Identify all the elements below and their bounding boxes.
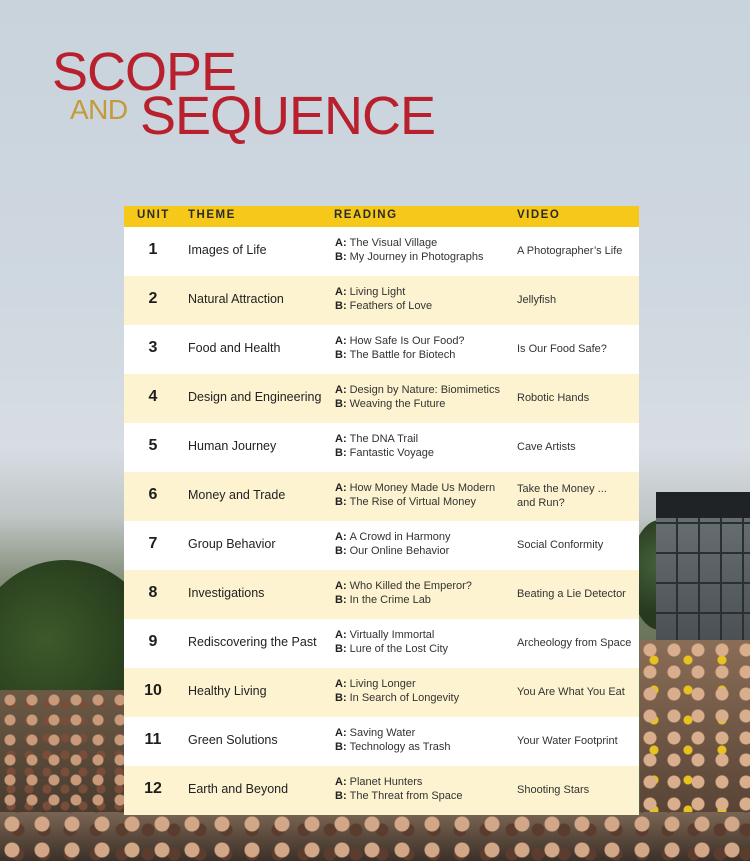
reading-titles [335, 530, 450, 558]
theme-name: Rediscovering the Past [188, 635, 317, 649]
reading-prefix: B: [335, 300, 347, 312]
reading-b [335, 691, 459, 705]
unit-number: 10 [144, 682, 162, 699]
table-row [124, 374, 639, 423]
video-title [517, 391, 589, 405]
video-line: Shooting Stars [517, 784, 590, 796]
reading-titles [335, 334, 465, 362]
video-line: Robotic Hands [517, 392, 590, 404]
unit-number: 1 [148, 241, 158, 258]
reading-titles [335, 285, 432, 313]
reading-prefix: A: [335, 237, 347, 249]
reading-title: Living Longer [349, 678, 416, 690]
reading-a [335, 285, 432, 299]
reading-prefix: A: [335, 678, 347, 690]
video-line: Take the Money ... [517, 483, 607, 495]
video-line: Jellyfish [517, 294, 557, 306]
video-title [517, 293, 556, 307]
reading-prefix: A: [335, 384, 347, 396]
reading-title: Fantastic Voyage [349, 447, 434, 459]
reading-title: Technology as Trash [349, 741, 451, 753]
reading-a [335, 726, 451, 740]
reading-prefix: B: [335, 447, 347, 459]
reading-b [335, 593, 472, 607]
video-title [517, 342, 607, 356]
reading-prefix: A: [335, 335, 347, 347]
reading-title: The Rise of Virtual Money [349, 496, 476, 508]
reading-title: Planet Hunters [349, 776, 423, 788]
video-line: Beating a Lie Detector [517, 588, 626, 600]
reading-title: The Threat from Space [349, 790, 463, 802]
reading-title: Living Light [349, 286, 406, 298]
reading-title: The Visual Village [349, 237, 438, 249]
video-line: Is Our Food Safe? [517, 343, 607, 355]
reading-title: A Crowd in Harmony [349, 531, 451, 543]
reading-prefix: A: [335, 580, 347, 592]
video-title [517, 244, 622, 258]
theme-name: Human Journey [188, 439, 277, 453]
table-header [124, 206, 639, 227]
video-line: Archeology from Space [517, 637, 632, 649]
video-line: Social Conformity [517, 539, 604, 551]
theme-name: Natural Attraction [188, 292, 284, 306]
theme-name: Investigations [188, 586, 265, 600]
reading-prefix: B: [335, 496, 347, 508]
reading-prefix: A: [335, 286, 347, 298]
reading-titles [335, 775, 463, 803]
video-title [517, 636, 631, 650]
theme-name: Group Behavior [188, 537, 276, 551]
reading-a [335, 579, 472, 593]
reading-b [335, 348, 465, 362]
table-row [124, 325, 639, 374]
reading-titles [335, 236, 484, 264]
video-title [517, 783, 589, 797]
reading-titles [335, 383, 500, 411]
video-line: A Photographer’s Life [517, 245, 623, 257]
unit-number: 12 [144, 780, 162, 797]
video-title [517, 440, 576, 454]
table-row [124, 717, 639, 766]
reading-title: How Safe Is Our Food? [349, 335, 465, 347]
reading-title: Virtually Immortal [349, 629, 435, 641]
video-title [517, 587, 626, 601]
reading-title: My Journey in Photographs [349, 251, 484, 263]
table-row [124, 521, 639, 570]
table-row [124, 619, 639, 668]
theme-name: Earth and Beyond [188, 782, 289, 796]
reading-prefix: A: [335, 531, 347, 543]
table-row [124, 766, 639, 815]
unit-number: 11 [144, 731, 162, 748]
reading-title: Saving Water [349, 727, 416, 739]
video-title [517, 482, 607, 510]
reading-titles [335, 628, 448, 656]
table-row [124, 570, 639, 619]
table-row [124, 423, 639, 472]
reading-prefix: B: [335, 741, 347, 753]
table-row [124, 227, 639, 276]
video-title [517, 538, 603, 552]
reading-b [335, 250, 484, 264]
reading-title: In Search of Longevity [349, 692, 460, 704]
video-title [517, 734, 618, 748]
table-row [124, 472, 639, 521]
reading-prefix: B: [335, 594, 347, 606]
unit-number: 9 [148, 633, 158, 650]
reading-titles [335, 579, 472, 607]
reading-a [335, 677, 459, 691]
title-scope: SCOPE [52, 42, 237, 102]
reading-title: The DNA Trail [349, 433, 419, 445]
reading-title: The Battle for Biotech [349, 349, 456, 361]
reading-title: How Money Made Us Modern [349, 482, 496, 494]
unit-number: 5 [148, 437, 158, 454]
reading-prefix: B: [335, 692, 347, 704]
reading-title: Weaving the Future [349, 398, 446, 410]
theme-name: Images of Life [188, 243, 267, 257]
unit-number: 3 [148, 339, 158, 356]
reading-a [335, 383, 500, 397]
theme-name: Green Solutions [188, 733, 278, 747]
unit-number: 8 [148, 584, 158, 601]
header-theme: THEME [188, 209, 236, 221]
header-video: VIDEO [517, 209, 561, 221]
video-line: Your Water Footprint [517, 735, 618, 747]
unit-number: 4 [148, 388, 158, 405]
unit-number: 2 [148, 290, 158, 307]
reading-title: In the Crime Lab [349, 594, 431, 606]
reading-a [335, 481, 495, 495]
reading-a [335, 236, 484, 250]
theme-name: Food and Health [188, 341, 281, 355]
reading-prefix: B: [335, 643, 347, 655]
reading-b [335, 495, 495, 509]
reading-a [335, 628, 448, 642]
table-row [124, 668, 639, 717]
reading-titles [335, 432, 434, 460]
reading-prefix: A: [335, 629, 347, 641]
reading-prefix: B: [335, 251, 347, 263]
reading-a [335, 334, 465, 348]
reading-prefix: A: [335, 433, 347, 445]
theme-name: Healthy Living [188, 684, 267, 698]
theme-name: Money and Trade [188, 488, 286, 502]
header-unit: UNIT [137, 209, 170, 221]
crowd [0, 812, 750, 861]
video-line: Cave Artists [517, 441, 576, 453]
reading-titles [335, 677, 459, 705]
reading-prefix: A: [335, 727, 347, 739]
reading-a [335, 530, 450, 544]
reading-prefix: B: [335, 790, 347, 802]
video-line: and Run? [517, 497, 565, 509]
header-reading: READING [334, 209, 398, 221]
reading-title: Who Killed the Emperor? [349, 580, 472, 592]
reading-b [335, 642, 448, 656]
reading-a [335, 432, 434, 446]
reading-b [335, 397, 500, 411]
reading-b [335, 446, 434, 460]
title-and: AND [70, 94, 128, 125]
reading-b [335, 299, 432, 313]
reading-prefix: A: [335, 776, 347, 788]
reading-a [335, 775, 463, 789]
theme-name: Design and Engineering [188, 390, 322, 404]
reading-title: Our Online Behavior [349, 545, 450, 557]
reading-title: Design by Nature: Biomimetics [349, 384, 500, 396]
table-row [124, 276, 639, 325]
title-sequence: SEQUENCE [140, 86, 436, 146]
reading-titles [335, 726, 451, 754]
reading-b [335, 544, 450, 558]
video-title [517, 685, 625, 699]
reading-title: Lure of the Lost City [349, 643, 449, 655]
unit-number: 6 [148, 486, 158, 503]
reading-prefix: B: [335, 349, 347, 361]
reading-prefix: B: [335, 398, 347, 410]
unit-number: 7 [148, 535, 158, 552]
reading-title: Feathers of Love [349, 300, 433, 312]
reading-b [335, 789, 463, 803]
reading-prefix: B: [335, 545, 347, 557]
video-line: You Are What You Eat [517, 686, 625, 698]
reading-b [335, 740, 451, 754]
stage-roof [656, 492, 750, 518]
scope-sequence-table [124, 206, 639, 812]
reading-prefix: A: [335, 482, 347, 494]
reading-titles [335, 481, 495, 509]
